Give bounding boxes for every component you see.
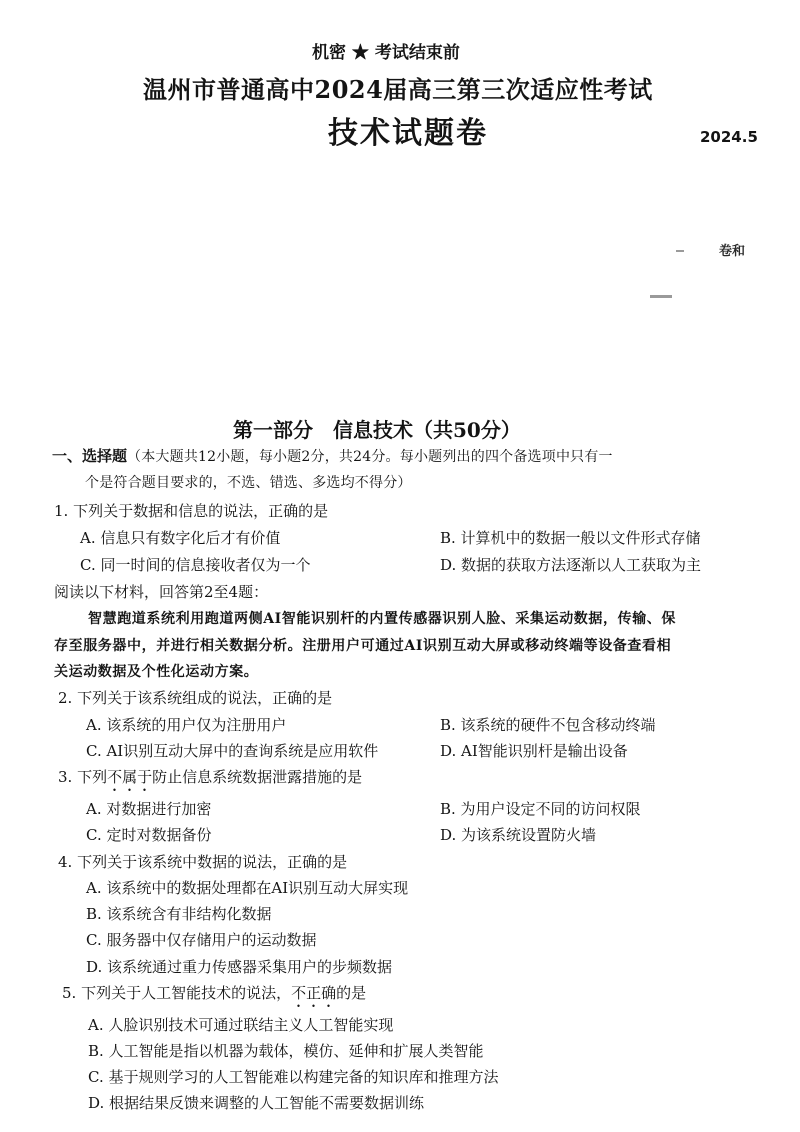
q5-option-d: D. 根据结果反馈来调整的人工智能不需要数据训练 xyxy=(88,1094,425,1112)
q4-option-a: A. 该系统中的数据处理都在AI识别互动大屏实现 xyxy=(86,879,409,897)
q3-stem-emphasis: 不属于 xyxy=(107,768,153,786)
q1-option-c: C. 同一时间的信息接收者仅为一个 xyxy=(80,556,311,574)
q1-option-b: B. 计算机中的数据一般以文件形式存储 xyxy=(440,529,701,547)
q3-stem xyxy=(58,766,362,795)
q4-option-b: B. 该系统含有非结构化数据 xyxy=(86,905,272,923)
q3-option-b: B. 为用户设定不同的访问权限 xyxy=(440,800,641,818)
q4-stem: 4. 下列关于该系统中数据的说法，正确的是 xyxy=(58,853,348,871)
material-intro: 阅读以下材料，回答第2至4题： xyxy=(54,583,269,601)
q3-option-d: D. 为该系统设置防火墙 xyxy=(440,826,597,844)
q3-stem-post: 防止信息系统数据泄露措施的是 xyxy=(152,768,363,786)
q1-option-a: A. 信息只有数字化后才有价值 xyxy=(80,529,281,547)
q5-stem-emphasis: 不正确 xyxy=(291,984,337,1002)
material-line-2: 存至服务器中，并进行相关数据分析。注册用户可通过AI识别互动大屏或移动终端等设备查看相 xyxy=(54,638,672,654)
confidential-label: 机密 ★ 考试结束前 xyxy=(312,43,460,63)
q5-stem xyxy=(62,982,366,1011)
q5-option-c: C. 基于规则学习的人工智能难以构建完备的知识库和推理方法 xyxy=(88,1068,499,1086)
faint-text: 卷和 xyxy=(719,244,746,259)
q4-option-d: D. 该系统通过重力传感器采集用户的步频数据 xyxy=(86,958,393,976)
q3-stem-pre: 3. 下列 xyxy=(58,768,108,786)
exam-date: 2024.5 xyxy=(700,128,758,146)
q2-option-c: C. AI识别互动大屏中的查询系统是应用软件 xyxy=(86,742,379,760)
q3-option-a: A. 对数据进行加密 xyxy=(86,800,212,818)
section1-title-rest: （本大题共12小题，每小题2分，共24分。每小题列出的四个备选项中只有一 xyxy=(127,449,613,465)
section1-title xyxy=(52,445,613,466)
material-line-1: 智慧跑道系统利用跑道两侧AI智能识别杆的内置传感器识别人脸、采集运动数据，传输、保 xyxy=(88,611,677,627)
part1-heading: 第一部分 信息技术（共50分） xyxy=(233,418,521,442)
q2-option-a: A. 该系统的用户仅为注册用户 xyxy=(86,716,287,734)
q2-option-d: D. AI智能识别杆是输出设备 xyxy=(440,742,628,760)
q4-option-c: C. 服务器中仅存储用户的运动数据 xyxy=(86,931,317,949)
q5-option-b: B. 人工智能是指以机器为载体，模仿、延伸和扩展人类智能 xyxy=(88,1042,484,1060)
q1-option-d: D. 数据的获取方法逐渐以人工获取为主 xyxy=(440,556,702,574)
smudge-mark-2 xyxy=(650,295,672,298)
section1-title-bold: 一、选择题 xyxy=(52,447,128,465)
q5-stem-post: 的是 xyxy=(336,984,367,1002)
paper-subtitle: 技术试题卷 xyxy=(328,116,488,151)
q5-stem-pre: 5. 下列关于人工智能技术的说法， xyxy=(62,984,292,1002)
section1-title-line2: 个是符合题目要求的，不选、错选、多选均不得分） xyxy=(85,475,412,491)
material-line-3: 关运动数据及个性化运动方案。 xyxy=(54,664,259,680)
q3-option-c: C. 定时对数据备份 xyxy=(86,826,212,844)
smudge-mark xyxy=(676,250,684,252)
q5-option-a: A. 人脸识别技术可通过联结主义人工智能实现 xyxy=(88,1016,394,1034)
exam-title: 温州市普通高中2024届高三第三次适应性考试 xyxy=(143,75,653,104)
q2-option-b: B. 该系统的硬件不包含移动终端 xyxy=(440,716,656,734)
q1-stem: 1. 下列关于数据和信息的说法，正确的是 xyxy=(54,502,329,520)
q2-stem: 2. 下列关于该系统组成的说法，正确的是 xyxy=(58,689,333,707)
